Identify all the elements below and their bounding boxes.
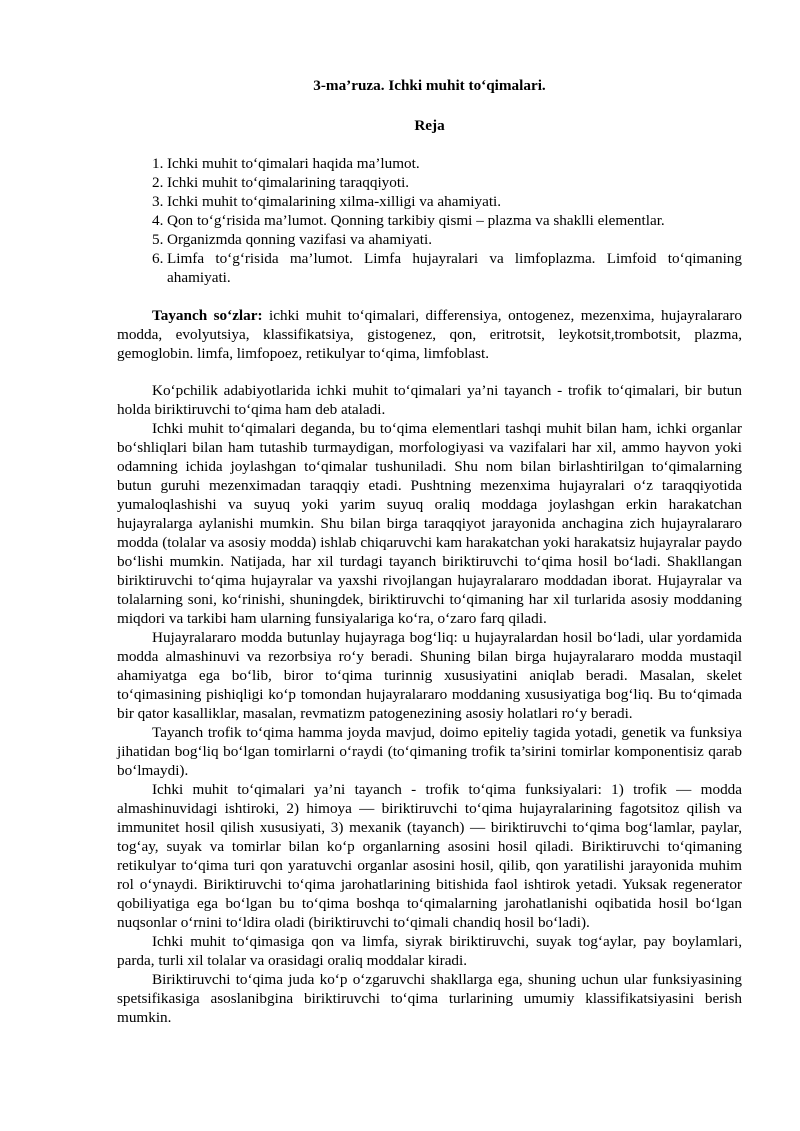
- keywords-paragraph: [117, 306, 742, 363]
- body-text: [117, 381, 742, 1027]
- plan-item-number: 3.: [152, 193, 164, 210]
- body-paragraph: Tayanch trofik to‘qima hamma joyda mavjud, doimo epiteliy tagida yotadi, genetik va funksiya jihatidan bog‘liq bo‘lgan tomirlarni o‘raydi (to‘qimaning trofik ta’sirini tomirlar komponentisiz qarab bo‘lmaydi).: [117, 724, 742, 779]
- body-paragraph: Ichki muhit to‘qimalari ya’ni tayanch - trofik to‘qima funksiyalari: 1) trofik — modda almashinuvidagi ishtiroki, 2) himoya — biriktiruvchi to‘qima hujayralarining fagotsitoz qilish va immunitet hosil qilish xususiyati, 3) mexanik (tayanch) — biriktiruvchi to‘qima bog‘lamlar, paylar, tog‘ay, suyak va tomirlar bilan ko‘p organlarning asosini hosil qiladi. Biriktiruvchi to‘qimaning retikulyar to‘qima turi qon yaratuvchi organlar asosini hosil, qilib, qon yaratilishi jarayonida muhim rol o‘ynaydi. Biriktiruvchi to‘qima jarohatlarining bitishida faol ishtirok yetadi. Yuksak regenerator qobiliyatiga ega bo‘lgan bu to‘qima boshqa to‘qimalarning jarohatlanishi oqibatida hosil bo‘lgan nuqsonlar o‘rnini to‘ldira oladi (biriktiruvchi to‘qimali chandiq hosil bo‘ladi).: [117, 781, 742, 931]
- plan-item-text: Qon to‘g‘risida ma’lumot. Qonning tarkibiy qismi – plazma va shaklli elementlar.: [167, 212, 665, 229]
- plan-item-text: Limfa to‘g‘risida ma’lumot. Limfa hujayralari va limfoplazma. Limfoid to‘qimaning ahamiyati.: [167, 250, 742, 286]
- plan-item: [152, 154, 742, 173]
- plan-item: [152, 192, 742, 211]
- plan-item-text: Ichki muhit to‘qimalarining taraqqiyoti.: [167, 174, 410, 191]
- body-paragraph: Ichki muhit to‘qimasiga qon va limfa, siyrak biriktiruvchi, suyak tog‘aylar, pay boylamlari, parda, turli xil tolalar va orasidagi oraliq moddalar kiradi.: [117, 933, 742, 969]
- plan-heading: Reja: [414, 117, 445, 134]
- lecture-title: 3-ma’ruza. Ichki muhit to‘qimalari.: [313, 77, 546, 94]
- plan-item-number: 5.: [152, 231, 164, 248]
- plan-item-text: Ichki muhit to‘qimalarining xilma-xilligi va ahamiyati.: [167, 193, 502, 210]
- body-paragraph: Biriktiruvchi to‘qima juda ko‘p o‘zgaruvchi shakllarga ega, shuning uchun ular funksiyasining spetsifikasiga asoslanibgina biriktiruvchi to‘qima turlarining umumiy klassifikatsiyasini berish mumkin.: [117, 971, 742, 1026]
- plan-item-text: Ichki muhit to‘qimalari haqida ma’lumot.: [167, 155, 420, 172]
- body-paragraph: Ko‘pchilik adabiyotlarida ichki muhit to‘qimalari ya’ni tayanch - trofik to‘qimalari, bir butun holda biriktiruvchi to‘qima ham deb ataladi.: [117, 382, 742, 418]
- plan-item: [152, 230, 742, 249]
- plan-item: [152, 211, 742, 230]
- plan-item: [152, 249, 742, 287]
- plan-item: [152, 173, 742, 192]
- keywords-label: Tayanch so‘zlar:: [152, 307, 263, 324]
- plan-list: [152, 154, 742, 287]
- plan-item-text: Organizmda qonning vazifasi va ahamiyati.: [167, 231, 432, 248]
- keywords-text: ichki muhit to‘qimalari, differensiya, ontogenez, mezenxima, hujayralararo modda, evolyutsiya, klassifikatsiya, gistogenez, qon, eritrotsit, leykotsit,trombotsit, plazma, gemoglobin. limfa, limfopoez, retikulyar to‘qima, limfoblast.: [117, 307, 742, 362]
- document-page: [117, 76, 742, 1027]
- plan-item-number: 4.: [152, 212, 164, 229]
- plan-item-number: 6.: [152, 250, 164, 267]
- body-paragraph: Ichki muhit to‘qimalari deganda, bu to‘qima elementlari tashqi muhit bilan ham, ichki organlar bo‘shliqlari bilan ham tutashib turmaydigan, morfologiyasi va vazifalari har xil, ammo hayvon yoki odamning ichida joylashgan to‘qimalar tushuniladi. Shu nom bilan birlashtirilgan to‘qimalarning butun guruhi mezenximadan taraqqiy etadi. Pushtning mezenxima hujayralari o‘z taraqqiyotida yumaloqlashishi va suyuq yoki yarim suyuq oraliq moddaga joylashgan erkin harakatchan hujayralarga aylanishi mumkin. Shu bilan birga taraqqiyot jarayonida anchagina zich hujayralararo modda (tolalar va asosiy modda) ishlab chiqaruvchi kam harakatchan yoki harakatsiz hujayralar paydo bo‘lishi mumkin. Natijada, har xil turdagi tayanch biriktiruvchi to‘qima hosil bo‘ladi. Shakllangan biriktiruvchi to‘qima hujayralar va yaxshi rivojlangan hujayralararo moddadan iborat. Hujayralar va tolalarning soni, ko‘rinishi, shuningdek, biriktiruvchi to‘qimaning har xil turlarida asosiy moddaning miqdori va tarkibi ham ularning funsiyalariga ko‘ra, o‘zaro farq qiladi.: [117, 420, 742, 627]
- plan-item-number: 1.: [152, 155, 164, 172]
- body-paragraph: Hujayralararo modda butunlay hujayraga bog‘liq: u hujayralardan hosil bo‘ladi, ular yordamida modda almashinuvi va rezorbsiya ro‘y beradi. Shuning bilan birga hujayralararo modda mustaqil ahamiyatga ega bo‘lib, biror to‘qima turinnig xususiyatini aniqlab beradi. Masalan, skelet to‘qimasining pishiqligi ko‘p tomondan hujayralararo moddaning xususiyatiga bog‘liq. Bu to‘qimada bir qator kasalliklar, masalan, revmatizm patogenezining asosiy holatlari ro‘y beradi.: [117, 629, 742, 722]
- plan-item-number: 2.: [152, 174, 164, 191]
